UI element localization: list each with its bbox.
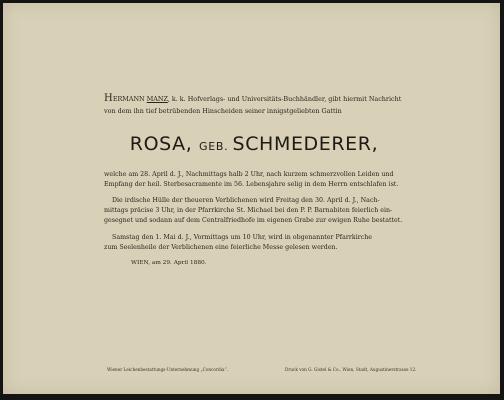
paragraph-1-line-2: Empfang der heil. Sterbesacramente im 56. Lebensjahre selig in dem Herrn entschlafen ist. xyxy=(104,181,399,188)
paragraph-1-line-1: welche am 28. April d. J., Nachmittags halb 2 Uhr, nach kurzem schmerzvollen Leiden und xyxy=(104,171,394,178)
paragraph-2-line-2: mittags präcise 3 Uhr, in der Pfarrkirche St. Michael bei den P. P. Barnabiten feierlich ein- xyxy=(104,207,393,214)
intro-initial: H xyxy=(104,93,113,104)
place-and-date: WIEN, am 29. April 1880. xyxy=(131,260,207,266)
deceased-name xyxy=(104,133,404,155)
footer-funeral-company: Wiener Leichenbestattungs-Unternehmung „Concordia“. xyxy=(107,367,228,372)
deceased-geb: GEB. xyxy=(199,140,233,153)
paragraph-2-line-3: gesegnet und sodann auf dem Centralfriedhofe im eigenen Grabe zur ewigen Ruhe bestattet. xyxy=(104,217,403,224)
deceased-first-name: ROSA, xyxy=(129,133,200,155)
paragraph-3-line-1: Samstag den 1. Mai d. J., Vormittags um 10 Uhr, wird in obgenannter Pfarrkirche xyxy=(112,234,373,241)
intro-line-2: von dem ihn tief betrübenden Hinscheiden seiner innigstgeliebten Gattin xyxy=(104,107,342,115)
paragraph-3-line-2: zum Seelenheile der Verblichenen eine feierliche Messe gelesen werden. xyxy=(104,244,338,251)
paragraph-2-line-1: Die irdische Hülle der theueren Verblichenen wird Freitag den 30. April d. J., Nach- xyxy=(112,197,380,204)
deceased-maiden-name: SCHMEDERER, xyxy=(232,133,379,155)
intro-surname: MANZ xyxy=(146,95,168,103)
footer-printer: Druck von G. Gistel & Co., Wien, Stadt, Augustinerstrasse 12. xyxy=(285,367,417,372)
intro-name-rest: ERMANN xyxy=(112,95,147,103)
intro-line xyxy=(104,94,401,104)
intro-rest: , k. k. Hofverlags- und Universitäts-Buchhändler, gibt hiermit Nachricht xyxy=(167,95,402,103)
